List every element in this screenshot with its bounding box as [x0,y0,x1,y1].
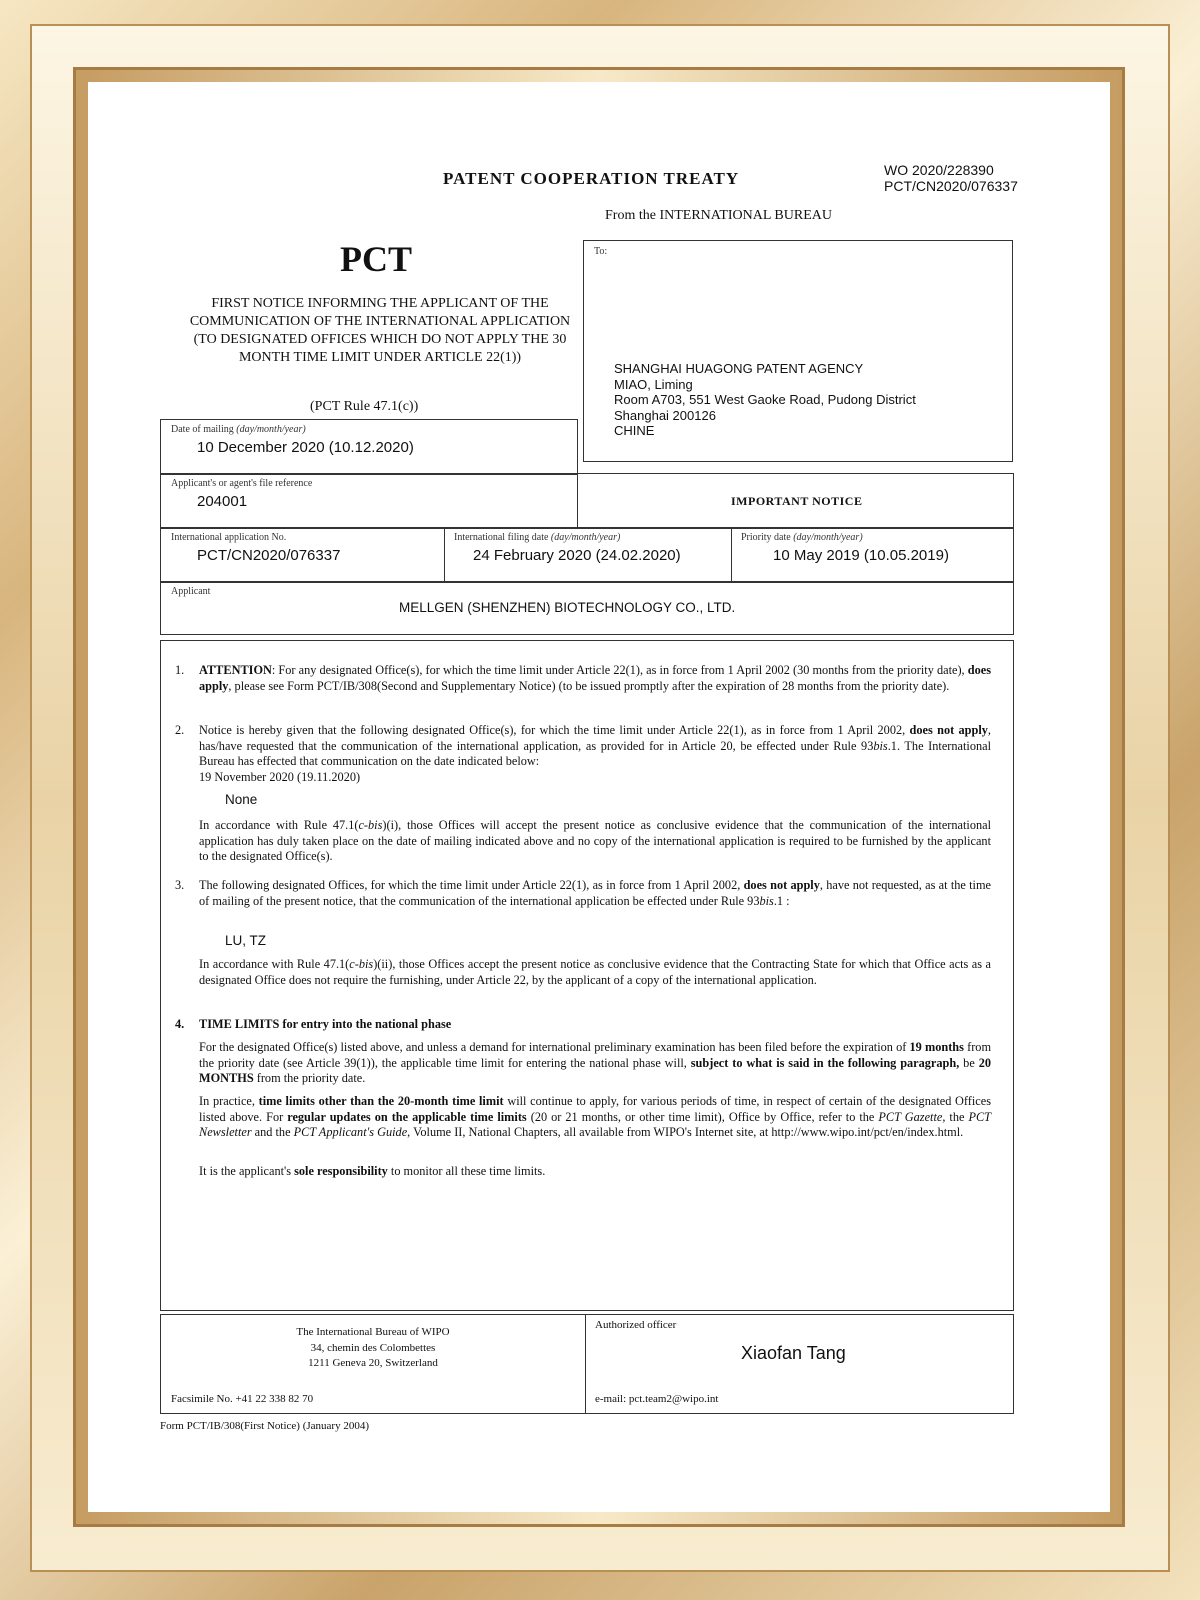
address-line: CHINE [614,423,655,438]
address-line: SHANGHAI HUAGONG PATENT AGENCY [614,361,864,376]
paragraph-number: 2. [175,723,185,737]
notice-body-box [160,640,1014,1311]
row-divider [731,528,732,582]
applicant-value: MELLGEN (SHENZHEN) BIOTECHNOLOGY CO., LTD. [399,600,736,615]
footer-divider [585,1315,586,1413]
form-identifier: Form PCT/IB/308(First Notice) (January 2004) [160,1420,369,1432]
paragraph-number: 1. [175,663,185,677]
application-number-value: PCT/CN2020/076337 [197,547,341,564]
paragraph-2-offices: None [225,792,258,807]
paragraph-3-note: In accordance with Rule 47.1(c-bis)(ii), those Offices accept the present notice as conclusive evidence that the Contracting State for which that Office acts as a designated Office does not require the furnishing, under Article 22, by the applicant of a copy of the international application. [199,957,991,987]
application-row [160,527,1014,583]
paragraph-4c: It is the applicant's sole responsibility to monitor all these time limits. [199,1164,546,1178]
rule-reference: (PCT Rule 47.1(c)) [310,399,419,414]
priority-date-value: 10 May 2019 (10.05.2019) [773,547,949,564]
paragraph-1: ATTENTION: For any designated Office(s), for which the time limit under Article 22(1), as in force from 1 April 2002 (30 months from the priority date), does apply, please see Form PCT/IB/308(Second and Supplementary Notice) (to be issued promptly after the expiration of 28 months from the priority date). [199,663,991,693]
priority-date-label [741,532,863,543]
paragraph-2: Notice is hereby given that the following designated Office(s), for which the time limit under Article 22(1), as in force from 1 April 2002, does not apply, has/have requested that the communication of the international application, as provided for in Article 20, be effected under Rule 93bis.1. The International Bureau has effected that communication on the date indicated below: 19 November 2020 (19.11.2020) [199,723,991,784]
mailing-label-hint: (day/month/year) [236,424,306,435]
address-line: Room A703, 551 West Gaoke Road, Pudong District [614,392,916,407]
filing-date-value: 24 February 2020 (24.02.2020) [473,547,681,564]
priority-label-text: Priority date [741,532,791,543]
to-box [583,240,1013,462]
important-notice: IMPORTANT NOTICE [731,494,863,508]
footer-box [160,1314,1014,1414]
paragraph-3-offices: LU, TZ [225,933,267,948]
bureau-line: The International Bureau of WIPO [296,1326,450,1338]
applicant-label: Applicant [171,586,211,597]
wo-number: WO 2020/228390 [884,162,994,178]
paragraph-4b: In practice, time limits other than the 20-month time limit will continue to apply, for various periods of time, in respect of certain of the designated Offices listed above. For regular updates on the applicable time limits (20 or 21 months, or other time limit), Office by Office, refer to the PCT Gazette, the PCT Newsletter and the PCT Applicant's Guide, Volume II, National Chapters, all available from WIPO's Internet site, at http://www.wipo.int/pct/en/index.html. [199,1094,992,1139]
publication-numbers [884,162,1018,194]
pct-logo: PCT [340,239,412,279]
bureau-line: 1211 Geneva 20, Switzerland [308,1357,438,1369]
row-divider [577,474,578,528]
application-number-label: International application No. [171,532,287,543]
bureau-address [161,1325,585,1372]
notice-title: FIRST NOTICE INFORMING THE APPLICANT OF THE COMMUNICATION OF THE INTERNATIONAL APPLICATION (TO DESIGNATED OFFICES WHICH DO NOT APPLY THE 30 MONTH TIME LIMIT UNDER ARTICLE 22(1)) [189,296,571,365]
mailing-date-label [171,424,306,435]
facsimile: Facsimile No. +41 22 338 82 70 [171,1393,314,1405]
bureau-line: 34, chemin des Colombettes [310,1341,436,1354]
file-reference-row [160,473,1014,529]
mailing-date-box [160,419,578,475]
authorized-officer-label: Authorized officer [595,1319,677,1331]
paragraph-number: 3. [175,878,185,892]
priority-label-hint: (day/month/year) [793,532,863,543]
address-line: Shanghai 200126 [614,407,716,423]
file-reference-value: 204001 [197,493,248,510]
authorized-officer-name: Xiaofan Tang [741,1343,846,1363]
paragraph-2-note: In accordance with Rule 47.1(c-bis)(i), those Offices will accept the present notice as conclusive evidence that the communication of the international application has duly taken place on the date of mailing indicated above and no copy of the international application is required to be furnished by the applicant to the designated Office(s). [199,818,991,863]
to-label: To: [594,246,608,257]
paragraph-number: 4. [175,1017,185,1031]
address-line: MIAO, Liming [614,376,693,392]
mailing-label-text: Date of mailing [171,424,234,435]
filing-label-hint: (day/month/year) [550,532,621,543]
filing-date-label [454,532,620,543]
certificate-paper [88,82,1110,1512]
row-divider [444,528,445,582]
officer-email: e-mail: pct.team2@wipo.int [595,1393,719,1405]
pct-number: PCT/CN2020/076337 [884,178,1018,194]
paragraph-4-title: TIME LIMITS for entry into the national phase [199,1017,452,1031]
paragraph-4a: For the designated Office(s) listed above, and unless a demand for international preliminary examination has been filed before the expiration of 19 months from the priority date (see Article 39(1)), the applicable time limit for entering the national phase will, subject to what is said in the following paragraph, be 20 MONTHS from the priority date. [199,1040,992,1085]
filing-label-text: International filing date [454,532,549,543]
treaty-title: PATENT COOPERATION TREATY [443,169,740,188]
from-line: From the INTERNATIONAL BUREAU [605,208,832,223]
paragraph-3: The following designated Offices, for which the time limit under Article 22(1), as in force from 1 April 2002, does not apply, have not requested, as at the time of mailing of the present notice, that the communication of the international application be effected under Rule 93bis.1 : [199,878,991,908]
mailing-date-value: 10 December 2020 (10.12.2020) [197,439,414,456]
recipient-address [614,361,916,439]
applicant-row [160,581,1014,635]
file-reference-label: Applicant's or agent's file reference [171,478,313,489]
